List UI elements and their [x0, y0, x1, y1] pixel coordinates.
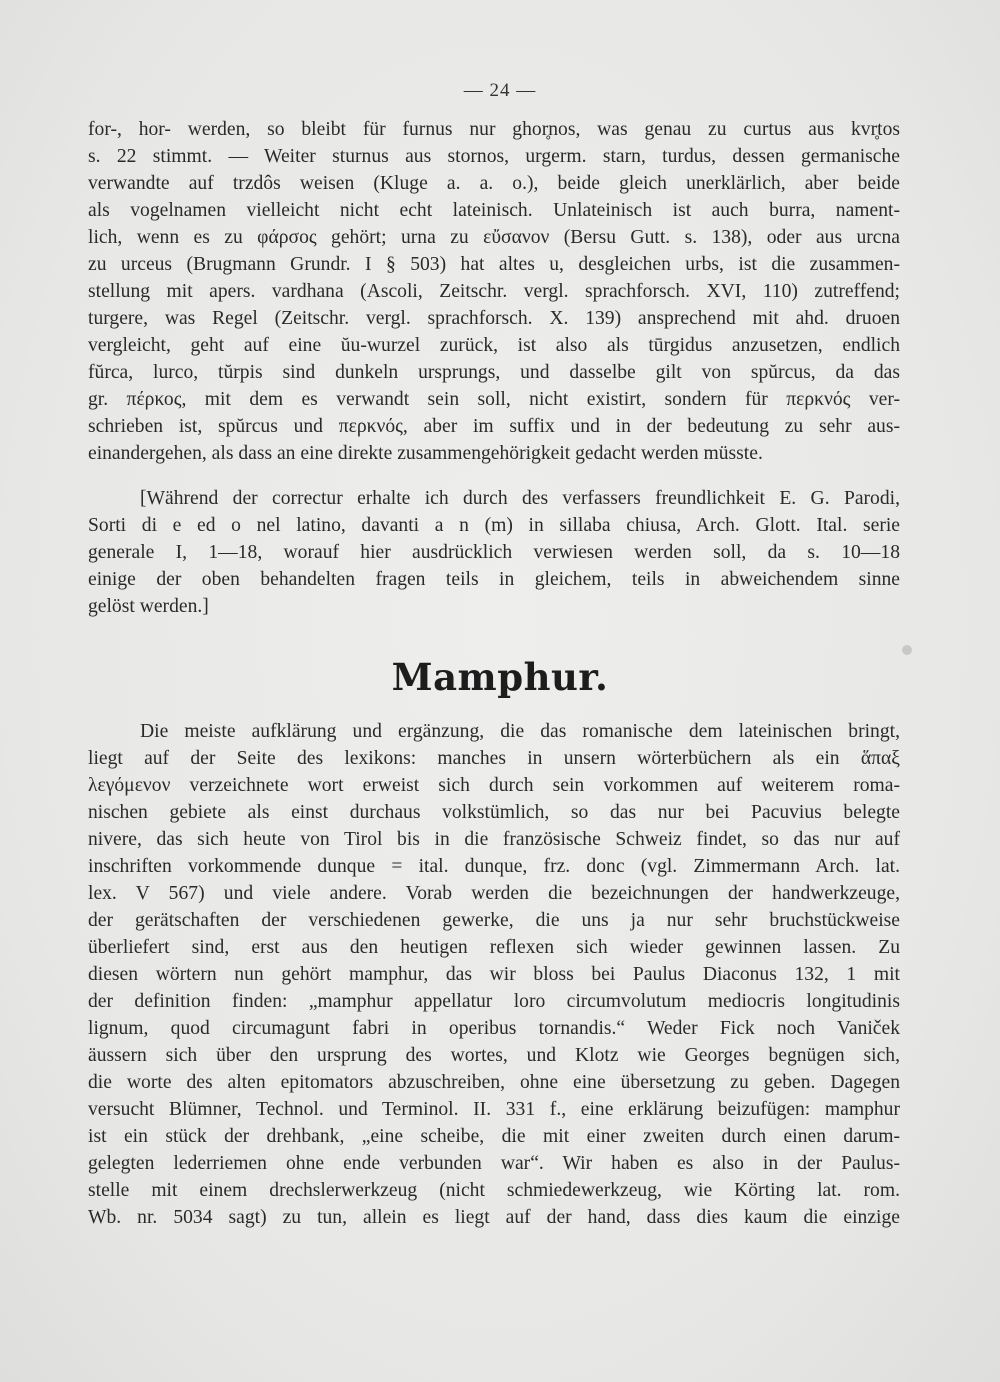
text-line: vergleicht, geht auf eine ŭu-wurzel zurück, ist also als tūrgidus anzusetzen, endlich [88, 335, 900, 356]
text-line: liegt auf der Seite des lexikons: manches in unsern wörterbüchern als ein ἅπαξ [88, 748, 900, 769]
text-line: verwandte auf trzdôs weisen (Kluge a. a. o.), beide gleich unerklärlich, aber beide [88, 173, 900, 194]
page-number: — 24 — [463, 80, 537, 101]
text-line: stellung mit apers. vardhana (Ascoli, Zeitschr. vergl. sprachforsch. XVI, 110) zutreffend; [88, 281, 900, 302]
text-line: stelle mit einem drechslerwerkzeug (nicht schmiedewerkzeug, wie Körting lat. rom. [88, 1180, 900, 1201]
text-line: gelöst werden.] [88, 596, 209, 617]
text-line: for-, hor- werden, so bleibt für furnus nur ghor̥nos, was genau zu curtus aus kvr̥tos [88, 119, 900, 140]
text-line: der definition finden: „mamphur appellatur loro circumvolutum mediocris longitudinis [88, 991, 900, 1012]
paragraph-2 [88, 485, 900, 620]
paragraph-3 [88, 718, 900, 1231]
text-line: gelegten lederriemen ohne ende verbunden war“. Wir haben es also in der Paulus- [88, 1153, 900, 1174]
text-line: λεγόμενον verzeichnete wort erweist sich durch sein vorkommen auf weiterem roma- [88, 775, 900, 796]
text-line: gr. πέρκος, mit dem es verwandt sein soll, nicht existirt, sondern für περκνός ver- [88, 389, 900, 410]
text-line: lignum, quod circumagunt fabri in operibus tornandis.“ Weder Fick noch Vaniček [88, 1018, 900, 1039]
text-line: nivere, das sich heute von Tirol bis in die französische Schweiz findet, so das nur auf [88, 829, 900, 850]
text-line: generale I, 1—18, worauf hier ausdrücklich verwiesen werden soll, da s. 10—18 [88, 542, 900, 563]
ink-speck [902, 645, 912, 655]
text-line: diesen wörtern nun gehört mamphur, das wir bloss bei Paulus Diaconus 132, 1 mit [88, 964, 900, 985]
text-line: schrieben ist, spŭrcus und περκνός, aber im suffix und in der bedeutung zu sehr aus- [88, 416, 900, 437]
text-line: einige der oben behandelten fragen teils in gleichem, teils in abweichendem sinne [88, 569, 900, 590]
text-line: Sorti di e ed o nel latino, davanti a n (m) in sillaba chiusa, Arch. Glott. Ital. serie [88, 515, 900, 536]
text-line: lex. V 567) und viele andere. Vorab werden die bezeichnungen der handwerkzeuge, [88, 883, 900, 904]
text-line: zu urceus (Brugmann Grundr. I § 503) hat altes u, desgleichen urbs, ist die zusammen- [88, 254, 900, 275]
text-line: äussern sich über den ursprung des wortes, und Klotz wie Georges begnügen sich, [88, 1045, 900, 1066]
text-line: inschriften vorkommende dunque = ital. dunque, frz. donc (vgl. Zimmermann Arch. lat. [88, 856, 900, 877]
text-line: nischen gebiete als einst durchaus volkstümlich, so das nur bei Pacuvius belegte [88, 802, 900, 823]
text-line: der gerätschaften der verschiedenen gewerke, die uns ja nur sehr bruchstückweise [88, 910, 900, 931]
text-line: die worte des alten epitomators abzuschreiben, ohne eine übersetzung zu geben. Dagegen [88, 1072, 900, 1093]
text-line: s. 22 stimmt. — Weiter sturnus aus stornos, urgerm. starn, turdus, dessen germanische [88, 146, 900, 167]
text-line: ist ein stück der drehbank, „eine scheibe, die mit einer zweiten durch einen darum- [88, 1126, 900, 1147]
paragraph-1 [88, 116, 900, 467]
text-line: Die meiste aufklärung und ergänzung, die das romanische dem lateinischen bringt, [140, 721, 900, 742]
text-line: einandergehen, als dass an eine direkte zusammengehörigkeit gedacht werden müsste. [88, 443, 763, 464]
text-line: als vogelnamen vielleicht nicht echt lateinisch. Unlateinisch ist auch burra, nament- [88, 200, 900, 221]
text-line: [Während der correctur erhalte ich durch des verfassers freundlichkeit E. G. Parodi, [140, 488, 900, 509]
section-heading: Mamphur. [391, 655, 609, 699]
text-line: turgere, was Regel (Zeitschr. vergl. sprachforsch. X. 139) ansprechend mit ahd. druoen [88, 308, 900, 329]
text-line: Wb. nr. 5034 sagt) zu tun, allein es liegt auf der hand, dass dies kaum die einzige [88, 1207, 900, 1228]
text-line: überliefert sind, erst aus den heutigen reflexen sich wieder gewinnen lassen. Zu [88, 937, 900, 958]
text-line: fŭrca, lurco, tŭrpis sind dunkeln ursprungs, und dasselbe gilt von spŭrcus, da das [88, 362, 900, 383]
text-line: lich, wenn es zu φάρσος gehört; urna zu εὔσανον (Bersu Gutt. s. 138), oder aus urcna [88, 227, 900, 248]
text-line: versucht Blümner, Technol. und Terminol. II. 331 f., eine erklärung beizufügen: mamphur [88, 1099, 900, 1120]
